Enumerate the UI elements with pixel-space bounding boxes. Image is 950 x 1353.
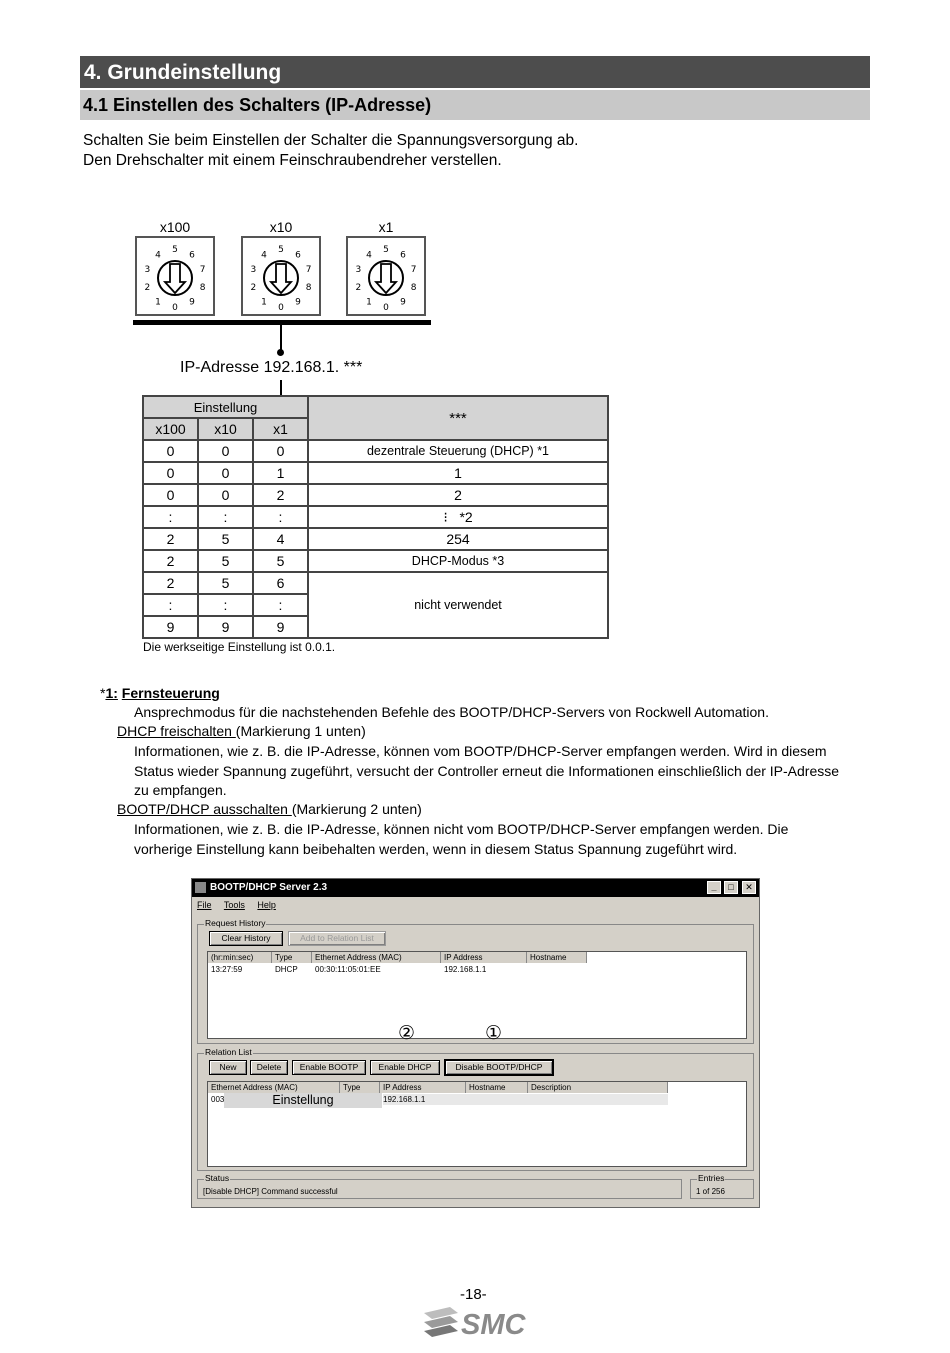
column-header[interactable]: Type xyxy=(340,1082,380,1093)
table-cell: 9 xyxy=(253,616,308,638)
value-header: *** xyxy=(308,396,608,440)
dial-digit: 5 xyxy=(383,245,389,255)
rotary-dial-icon xyxy=(137,238,213,314)
switch-label-x100: x100 xyxy=(159,219,191,235)
rotary-switch-x100 xyxy=(135,236,215,316)
enable-bootp-button[interactable]: Enable BOOTP xyxy=(292,1060,366,1075)
table-cell: 0 xyxy=(198,484,253,506)
dial-digit: 5 xyxy=(172,245,178,255)
text-line: Informationen, wie z. B. die IP-Adresse, können nicht vom BOOTP/DHCP-Server empfangen werden. Die xyxy=(134,821,789,837)
ip-address-label: IP-Adresse 192.168.1. *** xyxy=(180,359,363,376)
dial-digit: 2 xyxy=(250,283,257,293)
switch-base-bar xyxy=(133,320,431,325)
table-cell[interactable]: DHCP xyxy=(275,965,298,974)
dhcp-disable-mark: (Markierung 2 unten) xyxy=(291,801,422,817)
table-cell: 2 xyxy=(143,550,198,572)
relation-list[interactable] xyxy=(207,1081,747,1167)
table-cell: 5 xyxy=(198,528,253,550)
value-cell-2: 2 xyxy=(308,484,608,506)
column-header[interactable]: Description xyxy=(528,1082,668,1093)
connector-line-2 xyxy=(280,380,282,395)
dial-digit: 0 xyxy=(278,303,284,313)
menu-file[interactable]: File xyxy=(197,900,212,910)
dial-digit: 1 xyxy=(261,297,267,308)
column-header[interactable]: Type xyxy=(272,952,312,963)
window-title: BOOTP/DHCP Server 2.3 xyxy=(210,882,328,893)
dial-digit: 2 xyxy=(355,283,362,293)
dial-digit: 0 xyxy=(383,303,389,313)
table-cell: 2 xyxy=(143,528,198,550)
add-to-relation-list-button[interactable]: Add to Relation List xyxy=(288,931,386,946)
section-heading: 4. Grundeinstellung xyxy=(80,56,870,88)
text-line: Status wieder Spannung zugeführt, versucht der Controller erneut die Informationen einschließlich der IP-Adresse xyxy=(134,762,840,779)
bootp-dhcp-window xyxy=(191,878,760,1208)
group-label: Status xyxy=(205,1173,230,1183)
note-2-ref: *2 xyxy=(459,508,473,525)
maximize-icon[interactable]: □ xyxy=(724,881,738,894)
request-history-group xyxy=(197,918,754,1044)
dhcp-enable-label: DHCP freischalten xyxy=(117,723,236,739)
table-cell: 5 xyxy=(198,572,253,594)
note-1-title xyxy=(100,684,220,704)
dial-digit: 0 xyxy=(172,303,178,313)
dial-digit: 7 xyxy=(199,265,206,275)
table-cell[interactable]: 00:30:11:05:01:EE xyxy=(315,965,381,974)
table-cell: 2 xyxy=(253,484,308,506)
column-header[interactable]: Hostname xyxy=(466,1082,528,1093)
entries-group xyxy=(690,1173,754,1199)
switch-label-x1: x1 xyxy=(378,219,394,235)
disable-bootp-dhcp-button[interactable]: Disable BOOTP/DHCP xyxy=(444,1059,554,1076)
table-cell: 0 xyxy=(143,462,198,484)
dial-digit: 9 xyxy=(400,297,406,308)
setting-overlay: Einstellung xyxy=(224,1093,382,1108)
col-header-x10: x10 xyxy=(198,418,253,440)
dhcp-disable-heading xyxy=(117,800,422,820)
menu-tools[interactable]: Tools xyxy=(223,900,245,910)
table-cell[interactable]: 003 xyxy=(211,1095,225,1104)
menu-bar xyxy=(192,897,759,913)
ip-setting-table xyxy=(142,395,609,639)
dhcp-disable-label: BOOTP/DHCP ausschalten xyxy=(117,801,292,817)
factory-setting-note: Die werkseitige Einstellung ist 0.0.1. xyxy=(143,640,336,654)
dhcp-mode-cell: DHCP-Modus *3 xyxy=(308,550,608,572)
delete-button[interactable]: Delete xyxy=(250,1060,288,1075)
group-label: Request History xyxy=(205,918,266,928)
smc-logo xyxy=(422,1303,532,1341)
dhcp-enable-mark: (Markierung 1 unten) xyxy=(235,723,366,739)
page-number: -18- xyxy=(460,1286,487,1303)
table-cell: 0 xyxy=(198,440,253,462)
table-cell: 1 xyxy=(253,462,308,484)
dial-digit: 4 xyxy=(261,250,267,261)
table-cell: : xyxy=(198,506,253,528)
column-header[interactable]: Hostname xyxy=(527,952,587,963)
intro-line-2: Den Drehschalter mit einem Feinschraubendreher verstellen. xyxy=(83,152,502,169)
table-cell: 0 xyxy=(198,462,253,484)
value-cell-254: 254 xyxy=(308,528,608,550)
dial-digit: 3 xyxy=(250,265,257,275)
col-header-x1: x1 xyxy=(253,418,308,440)
table-cell: 5 xyxy=(253,550,308,572)
note-marker: * xyxy=(100,685,106,701)
setting-header: Einstellung xyxy=(143,396,308,418)
enable-dhcp-button[interactable]: Enable DHCP xyxy=(370,1060,440,1075)
dial-digit: 5 xyxy=(278,245,284,255)
app-icon xyxy=(195,882,206,893)
table-cell: : xyxy=(253,594,308,616)
note-number: 1: xyxy=(105,685,118,701)
table-cell: 9 xyxy=(198,616,253,638)
dial-digit: 8 xyxy=(199,283,206,293)
minimize-icon[interactable]: _ xyxy=(707,881,721,894)
dial-digit: 6 xyxy=(400,250,406,261)
group-label: Entries xyxy=(698,1173,725,1183)
column-header[interactable]: IP Address xyxy=(441,952,527,963)
dhcp-control-cell: dezentrale Steuerung (DHCP) *1 xyxy=(308,440,608,462)
ellipsis-cell xyxy=(308,506,608,528)
table-cell: 2 xyxy=(143,572,198,594)
dial-digit: 6 xyxy=(189,250,195,261)
dial-digit: 1 xyxy=(366,297,372,308)
table-cell: : xyxy=(143,594,198,616)
status-text: [Disable DHCP] Command successful xyxy=(203,1187,338,1196)
smc-logo-icon xyxy=(422,1303,532,1341)
menu-help[interactable]: Help xyxy=(257,900,276,910)
table-cell: : xyxy=(143,506,198,528)
group-label: Relation List xyxy=(205,1047,252,1057)
table-cell: 0 xyxy=(143,440,198,462)
table-cell[interactable]: 192.168.1.1 xyxy=(383,1094,668,1105)
dhcp-enable-text xyxy=(134,742,839,801)
column-header[interactable]: Ethernet Address (MAC) xyxy=(208,1082,340,1093)
entries-text: 1 of 256 xyxy=(696,1187,725,1196)
table-cell: 0 xyxy=(143,484,198,506)
dial-digit: 4 xyxy=(155,250,161,261)
marker-2: ② xyxy=(398,1023,416,1044)
dial-digit: 7 xyxy=(410,265,417,275)
clear-history-button[interactable]: Clear History xyxy=(209,931,283,946)
dial-digit: 8 xyxy=(410,283,417,293)
logo-text: SMC xyxy=(461,1309,526,1341)
text-line: vorherige Einstellung kann beibehalten werden, wenn in diesem Status Spannung zugeführt wird. xyxy=(134,840,738,857)
request-history-list[interactable] xyxy=(207,951,747,1039)
vertical-dots: ⁝ xyxy=(443,508,448,525)
dial-digit: 9 xyxy=(189,297,195,308)
dial-digit: 3 xyxy=(144,265,151,275)
marker-1: ① xyxy=(485,1023,503,1044)
column-header[interactable]: (hr:min:sec) xyxy=(208,952,272,963)
note-1-description: Ansprechmodus für die nachstehenden Befehle des BOOTP/DHCP-Servers von Rockwell Automation. xyxy=(134,704,769,720)
table-cell[interactable]: 192.168.1.1 xyxy=(444,965,487,974)
dial-digit: 3 xyxy=(355,265,362,275)
dial-digit: 2 xyxy=(144,283,151,293)
connector-dot xyxy=(277,349,284,356)
close-icon[interactable]: ✕ xyxy=(742,881,756,894)
relation-list-group xyxy=(197,1047,754,1171)
note-title: Fernsteuerung xyxy=(121,685,220,701)
subsection-heading: 4.1 Einstellen des Schalters (IP-Adresse) xyxy=(80,90,870,120)
table-cell: 9 xyxy=(143,616,198,638)
value-cell-1: 1 xyxy=(308,462,608,484)
text-line: zu empfangen. xyxy=(134,782,227,798)
new-button[interactable]: New xyxy=(209,1060,247,1075)
dial-digit: 9 xyxy=(295,297,301,308)
text-line: Informationen, wie z. B. die IP-Adresse, können vom BOOTP/DHCP-Server empfangen werden. Wird in diesem xyxy=(134,743,827,759)
rotary-switch-x10 xyxy=(241,236,321,316)
table-cell: : xyxy=(253,506,308,528)
table-cell: 0 xyxy=(253,440,308,462)
rotary-dial-icon xyxy=(243,238,319,314)
col-header-x100: x100 xyxy=(143,418,198,440)
dial-digit: 4 xyxy=(366,250,372,261)
dhcp-disable-text xyxy=(134,820,788,859)
column-header[interactable]: Ethernet Address (MAC) xyxy=(312,952,441,963)
dial-digit: 7 xyxy=(305,265,312,275)
switch-label-x10: x10 xyxy=(269,219,293,235)
intro-line-1: Schalten Sie beim Einstellen der Schalter die Spannungsversorgung ab. xyxy=(83,132,579,149)
dhcp-enable-heading xyxy=(117,722,366,742)
table-cell: 4 xyxy=(253,528,308,550)
dial-digit: 6 xyxy=(295,250,301,261)
table-cell: 6 xyxy=(253,572,308,594)
column-header[interactable]: IP Address xyxy=(380,1082,466,1093)
table-cell[interactable]: 13:27:59 xyxy=(211,965,243,974)
intro-text xyxy=(83,131,578,171)
dial-digit: 8 xyxy=(305,283,312,293)
table-cell: : xyxy=(198,594,253,616)
dial-digit: 1 xyxy=(155,297,161,308)
rotary-dial-icon xyxy=(348,238,424,314)
window-titlebar xyxy=(192,879,759,897)
table-cell: 5 xyxy=(198,550,253,572)
status-group xyxy=(197,1173,682,1199)
rotary-switch-x1 xyxy=(346,236,426,316)
unused-cell: nicht verwendet xyxy=(308,572,608,638)
